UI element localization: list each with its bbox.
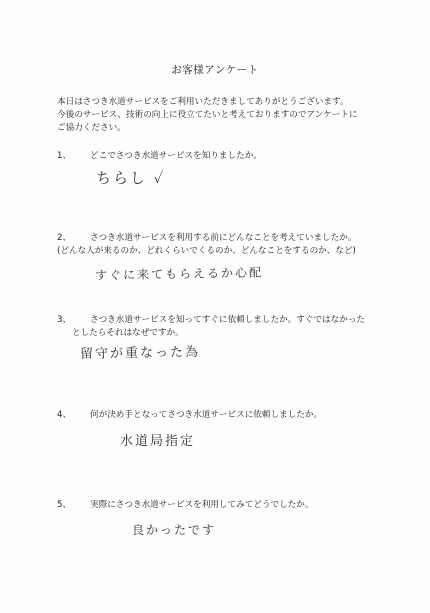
intro-line: ご協力ください。 — [57, 123, 126, 133]
handwritten-answer-1: ちらし ✓ — [96, 169, 166, 187]
question-number: 5、 — [57, 500, 72, 510]
survey-title: お客様アンケート — [171, 64, 259, 76]
intro-paragraph — [57, 96, 402, 135]
question-number: 2、 — [57, 233, 72, 243]
question-text-continued: としたらそれはなぜですか。 — [72, 328, 184, 338]
handwritten-answer-5: 良かったです — [132, 523, 217, 537]
question-text: 何が決め手となってさつき水道サービスに依頼しましたか。 — [90, 410, 323, 420]
intro-line: 今後のサービス、技術の向上に役立てたいと考えておりますのでアンケートに — [57, 110, 358, 120]
question-text: さつき水道サービスを利用する前にどんなことを考えていましたか。 — [90, 233, 357, 243]
question-number: 1、 — [57, 151, 72, 161]
handwritten-answer-2: すぐに来てもらえるか心配 — [94, 265, 264, 283]
question-subtext: (どんな人が来るのか、どれくらいでくるのか、どんなことをするのか、など) — [57, 246, 356, 256]
question-text: どこでさつき水道サービスを知りましたか。 — [90, 151, 262, 161]
question-text: 実際にさつき水道サービスを利用してみてどうでしたか。 — [90, 500, 314, 510]
intro-line: 本日はさつき水道サービスをご利用いただきましてありがとうございます。 — [57, 97, 349, 107]
handwritten-answer-4: 水道局指定 — [120, 434, 196, 449]
question-number: 3、 — [57, 315, 72, 325]
question-number: 4、 — [57, 410, 72, 420]
question-text: さつき水道サービスを知ってすぐに依頼しましたか。すぐではなかった — [90, 315, 366, 325]
handwritten-answer-3: 留守が重なった為 — [79, 344, 201, 363]
